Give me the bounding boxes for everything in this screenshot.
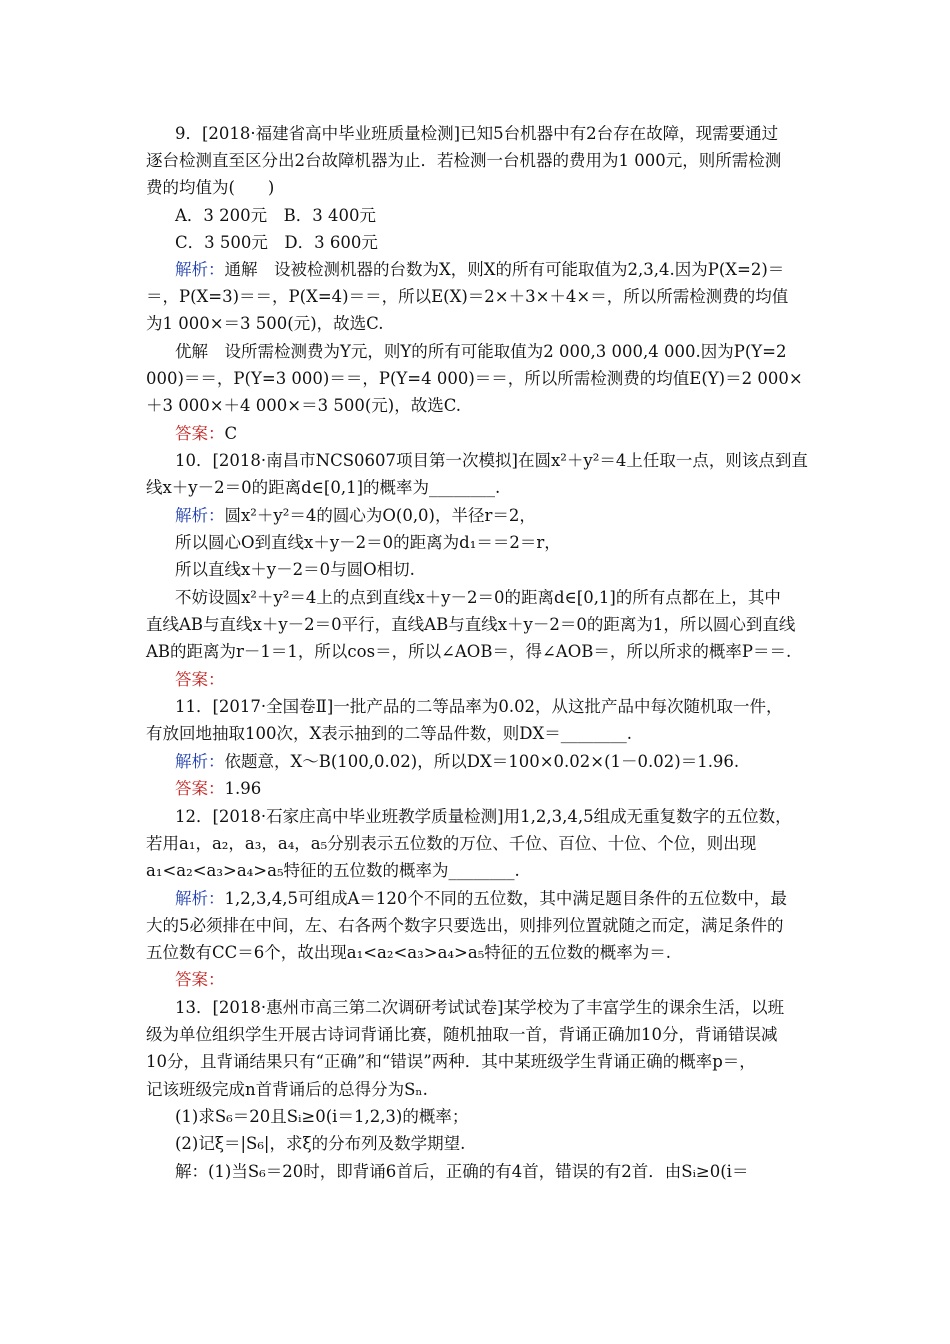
answer-label: 答案： [175,424,225,443]
text-line [146,939,671,967]
text-line [146,720,632,748]
line-text: 000)＝＝，P(Y=3 000)＝＝，P(Y=4 000)＝＝，所以所需检测费的均值E(Y)＝2 000× [146,369,803,388]
text-line [175,775,261,803]
text-line [146,147,781,175]
text-line [146,392,461,420]
line-text: 通解 设被检测机器的台数为X，则X的所有可能取值为2,3,4.因为P(X=2)＝ [224,260,785,279]
line-text: 所以直线x＋y－2＝0与圆O相切. [175,560,415,579]
answer-label: 答案： [175,970,225,989]
line-text: 级为单位组织学生开展古诗词背诵比赛，随机抽取一首，背诵正确加10分，背诵错误减 [146,1025,778,1044]
text-line [146,283,788,311]
answer-label: 答案： [175,670,225,689]
text-line [146,611,795,639]
text-line [175,666,225,694]
text-line [175,447,808,475]
line-text: 13．[2018·惠州市高三第二次调研考试试卷]某学校为了丰富学生的课余生活，以班 [175,998,785,1017]
line-text: 五位数有CC＝6个，故出现a₁<a₂<a₃>a₄>a₅特征的五位数的概率为＝. [146,943,672,962]
text-line [175,1158,748,1186]
line-text: 不妨设圆x²＋y²＝4上的点到直线x＋y－2＝0的距离d∈[0,1]的所有点都在上，其中 [175,588,781,607]
text-line [146,857,520,885]
line-text: 记该班级完成n首背诵后的总得分为Sₙ. [146,1080,428,1099]
text-line [175,556,415,584]
text-line [175,966,225,994]
text-line [146,1076,428,1104]
line-text: 圆x²＋y²＝4的圆心为O(0,0)，半径r＝2， [224,506,536,525]
line-text: A．3 200元 B．3 400元 [175,206,377,225]
text-line [175,693,783,721]
text-line [175,256,784,284]
text-line [146,365,803,393]
text-line [146,638,791,666]
text-line [175,120,778,148]
line-text: 10分，且背诵结果只有“正确”和“错误”两种．其中某班级学生背诵正确的概率p＝， [146,1052,756,1071]
line-text: 费的均值为( ) [146,178,275,197]
line-text: 1,2,3,4,5可组成A＝120个不同的五位数，其中满足题目条件的五位数中，最 [224,889,787,908]
text-line [175,229,378,257]
line-text: 有放回地抽取100次，X表示抽到的二等品件数，则DX＝________. [146,724,632,743]
text-line [146,310,383,338]
line-text: ＝，P(X=3)＝＝，P(X=4)＝＝，所以E(X)＝2×＋3×＋4×＝，所以所需检测费的均值 [146,287,789,306]
text-line [146,1048,756,1076]
line-text: C [224,424,238,443]
text-line [146,830,756,858]
line-text: ＋3 000×＋4 000×＝3 500(元)，故选C. [146,396,462,415]
text-line [175,994,784,1022]
text-line [146,1021,778,1049]
solution-label: 解析： [175,889,225,908]
solution-label: 解析： [175,260,225,279]
line-text: 9．[2018·福建省高中毕业班质量检测]已知5台机器中有2台存在故障，现需要通过 [175,124,779,143]
line-text: AB的距离为r－1＝1，所以cos＝，所以∠AOB＝，得∠AOB＝，所以所求的概率P＝＝. [146,642,792,661]
line-text: 为1 000×＝3 500(元)，故选C. [146,314,384,333]
solution-label: 解析： [175,752,225,771]
line-text: 11．[2017·全国卷Ⅱ]一批产品的二等品率为0.02，从这批产品中每次随机取一件， [175,697,783,716]
line-text: 线x＋y－2＝0的距离d∈[0,1]的概率为________. [146,478,501,497]
text-line [175,338,786,366]
line-text: C．3 500元 D．3 600元 [175,233,378,252]
text-line [175,1130,465,1158]
line-text: (1)求S₆＝20且Sᵢ≥0(i＝1,2,3)的概率； [175,1107,469,1126]
line-text: 逐台检测直至区分出2台故障机器为止．若检测一台机器的费用为1 000元，则所需检测 [146,151,782,170]
text-line [146,474,500,502]
line-text: 若用a₁，a₂，a₃，a₄，a₅分别表示五位数的万位、千位、百位、十位、个位，则出现 [146,834,757,853]
text-line [146,174,274,202]
text-line [175,748,739,776]
line-text: 优解 设所需检测费为Y元，则Y的所有可能取值为2 000,3 000,4 000.因为P(Y=2 [175,342,787,361]
text-line [175,584,781,612]
text-line [175,885,787,913]
text-line [175,202,376,230]
line-text: 解：(1)当S₆＝20时，即背诵6首后，正确的有4首，错误的有2首．由Sᵢ≥0(i＝ [175,1162,749,1181]
line-text: 大的5必须排在中间，左、右各两个数字只要选出，则排列位置就随之而定，满足条件的 [146,916,784,935]
line-text: a₁<a₂<a₃>a₄>a₅特征的五位数的概率为________. [146,861,520,880]
text-line [175,803,792,831]
line-text: (2)记ξ＝|S₆|，求ξ的分布列及数学期望. [175,1134,466,1153]
line-text: 依题意，X～B(100,0.02)，所以DX＝100×0.02×(1－0.02)＝1.96. [224,752,740,771]
line-text: 10．[2018·南昌市NCS0607项目第一次模拟]在圆x²＋y²＝4上任取一点，则该点到直 [175,451,808,470]
solution-label: 解析： [175,506,225,525]
line-text: 12．[2018·石家庄高中毕业班教学质量检测]用1,2,3,4,5组成无重复数字的五位数， [175,807,792,826]
text-line [175,502,536,530]
line-text: 所以圆心O到直线x＋y－2＝0的距离为d₁＝＝2＝r， [175,533,561,552]
text-line [175,1103,468,1131]
text-line [175,420,237,448]
line-text: 1.96 [224,779,262,798]
answer-label: 答案： [175,779,225,798]
text-line [146,912,784,940]
text-line [175,529,561,557]
line-text: 直线AB与直线x＋y－2＝0平行，直线AB与直线x＋y－2＝0的距离为1，所以圆心到直线 [146,615,796,634]
